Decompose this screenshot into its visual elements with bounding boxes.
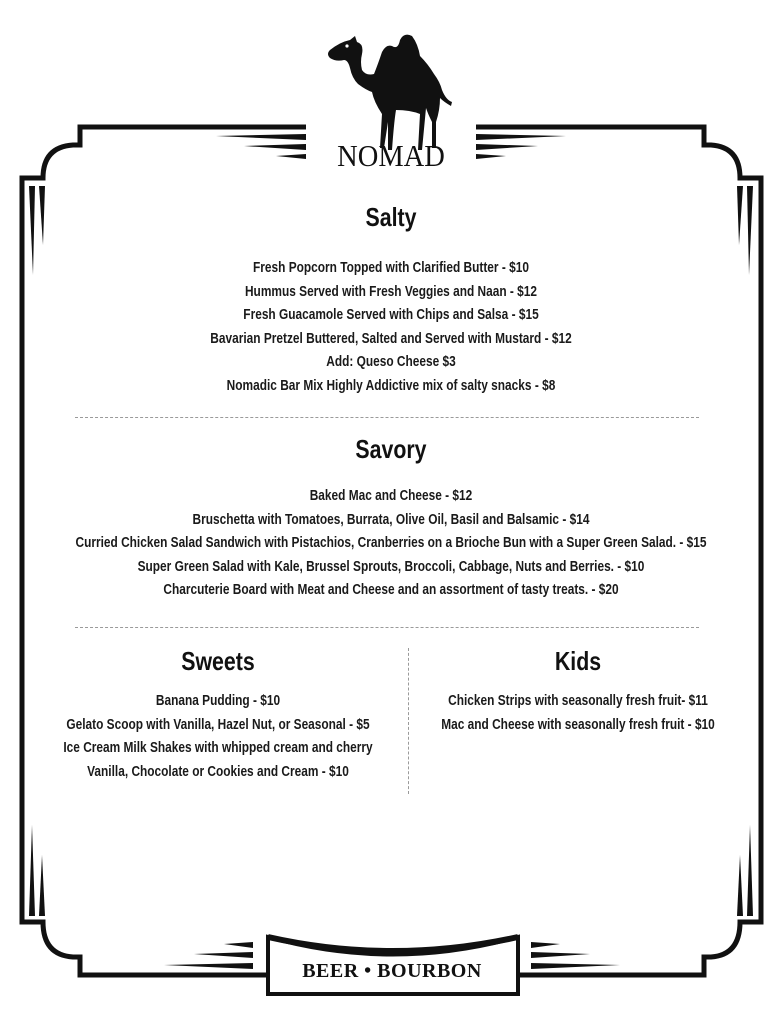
section-divider [75, 417, 699, 418]
footer-tagline: BEER • BOURBON [302, 960, 482, 982]
kids-items [414, 690, 742, 737]
menu-item: Vanilla, Chocolate or Cookies and Cream - $10 [87, 763, 349, 780]
section-title-savory: Savory [355, 434, 427, 464]
menu-item: Fresh Guacamole Served with Chips and Salsa - $15 [243, 307, 539, 323]
section-title-kids: Kids [554, 646, 602, 676]
menu-item: Ice Cream Milk Shakes with whipped cream and cherry [63, 740, 373, 756]
sweets-items [54, 690, 382, 784]
menu-item: Super Green Salad with Kale, Brussel Sprouts, Broccoli, Cabbage, Nuts and Berries. - $10 [137, 558, 645, 575]
menu-item: Chicken Strips with seasonally fresh fruit- $11 [448, 693, 708, 709]
menu-item: Charcuterie Board with Meat and Cheese and an assortment of tasty treats. - $20 [163, 582, 619, 598]
section-title-salty: Salty [365, 202, 417, 232]
menu-item: Banana Pudding - $10 [155, 693, 281, 709]
menu-item: Fresh Popcorn Topped with Clarified Butter - $10 [253, 260, 529, 276]
menu-item: Bruschetta with Tomatoes, Burrata, Olive Oil, Basil and Balsamic - $14 [192, 511, 590, 528]
brand-name: NOMAD [337, 138, 445, 173]
menu-item: Bavarian Pretzel Buttered, Salted and Served with Mustard - $12 [210, 330, 572, 347]
menu-item: Baked Mac and Cheese - $12 [309, 488, 473, 504]
section-title-sweets: Sweets [181, 646, 255, 676]
column-divider [408, 648, 409, 794]
salty-items [104, 257, 678, 398]
menu-item: Mac and Cheese with seasonally fresh fruit - $10 [441, 716, 715, 733]
savory-items [22, 485, 760, 603]
menu-item: Nomadic Bar Mix Highly Addictive mix of salty snacks - $8 [226, 377, 556, 394]
menu-item: Gelato Scoop with Vanilla, Hazel Nut, or Seasonal - $5 [66, 716, 370, 733]
section-divider [75, 627, 699, 628]
menu-item: Add: Queso Cheese $3 [326, 354, 456, 370]
menu-item: Curried Chicken Salad Sandwich with Pistachios, Cranberries on a Brioche Bun with a Super Green Salad. - $15 [75, 535, 707, 551]
menu-item: Hummus Served with Fresh Veggies and Naan - $12 [244, 283, 538, 300]
